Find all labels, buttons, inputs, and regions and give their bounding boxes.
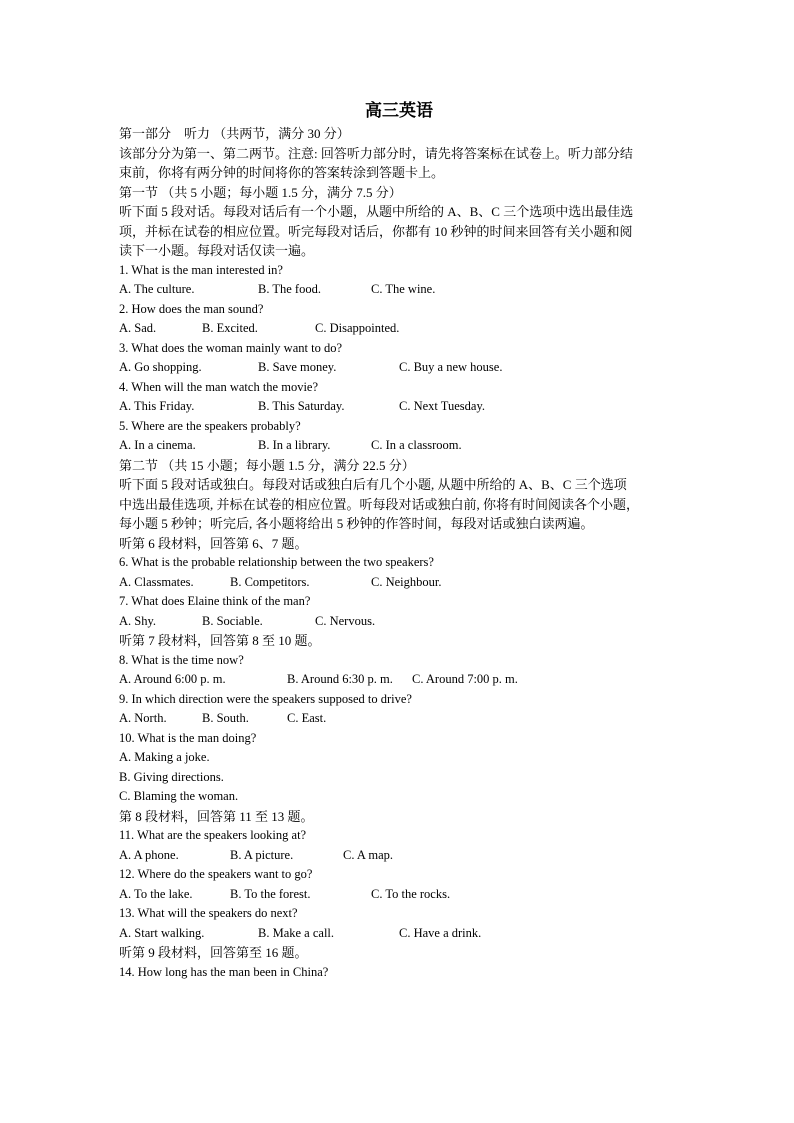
option-b: B. South. (202, 711, 249, 725)
question-7-stem: 7. What does Elaine think of the man? (119, 594, 311, 608)
question-11-options (119, 846, 679, 866)
question-12-stem: 12. Where do the speakers want to go? (119, 867, 313, 881)
section1-intro-line: 读下一小题。每段对话仅读一遍。 (119, 243, 315, 258)
question-2-stem: 2. How does the man sound? (119, 301, 264, 316)
option-a: A. Making a joke. (119, 750, 210, 764)
exam-page (119, 98, 679, 982)
material-7-heading: 听第 7 段材料，回答第 8 至 10 题。 (119, 633, 321, 648)
option-a: A. In a cinema. (119, 438, 196, 452)
option-c: C. Blaming the woman. (119, 789, 239, 803)
option-a: A. This Friday. (119, 399, 195, 413)
option-c: C. A map. (343, 847, 394, 862)
option-a: A. To the lake. (119, 886, 193, 901)
question-4-stem: 4. When will the man watch the movie? (119, 379, 319, 394)
section2-intro-line: 中选出最佳选项, 并标在试卷的相应位置。听每段对话或独白前, 你将有时间阅读各个小题， (119, 496, 640, 512)
option-c: C. East. (287, 711, 327, 725)
option-b: B. Make a call. (258, 925, 335, 940)
question-11-stem: 11. What are the speakers looking at? (119, 828, 307, 842)
option-a: A. Sad. (119, 321, 157, 335)
question-7-options (119, 612, 679, 632)
option-a: A. A phone. (119, 847, 179, 862)
question-8-options (119, 670, 679, 690)
option-c: C. Nervous. (315, 613, 376, 628)
option-b: B. A picture. (230, 847, 294, 862)
section1-heading: 第一节 （共 5 小题；每小题 1.5 分，满分 7.5 分） (119, 184, 402, 200)
material-6-heading: 听第 6 段材料，回答第 6、7 题。 (119, 535, 308, 551)
section1-intro-line: 听下面 5 段对话。每段对话后有一个小题，从题中所给的 A、B、C 三个选项中选出最佳选 (119, 204, 634, 219)
option-b: B. To the forest. (230, 886, 311, 901)
option-c: C. To the rocks. (371, 886, 451, 901)
option-b: B. Competitors. (230, 574, 310, 589)
option-c: C. Neighbour. (371, 574, 442, 589)
question-12-options (119, 885, 679, 905)
question-1-options (119, 280, 679, 300)
option-c: C. Disappointed. (315, 321, 400, 335)
question-5-stem: 5. Where are the speakers probably? (119, 418, 301, 433)
option-a: A. Start walking. (119, 925, 205, 940)
option-c: C. In a classroom. (371, 438, 462, 452)
part1-intro-line: 束前，你将有两分钟的时间将你的答案转涂到答题卡上。 (119, 165, 445, 180)
option-b: B. Around 6:30 p. m. (287, 672, 393, 686)
question-10-stem: 10. What is the man doing? (119, 730, 257, 745)
question-9-stem: 9. In which direction were the speakers supposed to drive? (119, 691, 412, 706)
section2-heading: 第二节 （共 15 小题；每小题 1.5 分，满分 22.5 分） (119, 457, 415, 473)
question-6-stem: 6. What is the probable relationship between the two speakers? (119, 555, 434, 569)
option-b: B. Excited. (202, 321, 258, 335)
question-13-stem: 13. What will the speakers do next? (119, 906, 298, 920)
question-6-options (119, 573, 679, 593)
option-a: A. Shy. (119, 613, 157, 628)
option-c: C. Next Tuesday. (399, 399, 486, 413)
option-a: A. The culture. (119, 282, 195, 296)
material-9-heading: 听第 9 段材料，回答第至 16 题。 (119, 945, 308, 960)
question-1-stem: 1. What is the man interested in? (119, 262, 283, 277)
option-b: B. In a library. (258, 438, 331, 452)
question-3-stem: 3. What does the woman mainly want to do? (119, 340, 342, 355)
option-b: B. The food. (258, 282, 321, 296)
section2-intro-line: 每小题 5 秒钟；听完后, 各小题将给出 5 秒钟的作答时间，每段对话或独白读两遍。 (119, 516, 594, 531)
option-c: C. Have a drink. (399, 925, 482, 940)
question-8-stem: 8. What is the time now? (119, 652, 244, 667)
section1-intro-line: 项，并标在试卷的相应位置。听完每段对话后，你都有 10 秒钟的时间来回答有关小题和阅 (119, 223, 633, 239)
part1-intro-line: 该部分分为第一、第二两节。注意: 回答听力部分时，请先将答案标在试卷上。听力部分结 (119, 145, 633, 161)
option-c: C. The wine. (371, 282, 436, 296)
option-a: A. Around 6:00 p. m. (119, 672, 226, 686)
option-a: A. Classmates. (119, 574, 194, 589)
question-14-stem: 14. How long has the man been in China? (119, 964, 329, 979)
option-b: B. This Saturday. (258, 399, 345, 413)
section2-intro-line: 听下面 5 段对话或独白。每段对话或独白后有几个小题, 从题中所给的 A、B、C 三个选项 (119, 477, 627, 492)
material-8-heading: 第 8 段材料，回答第 11 至 13 题。 (119, 808, 314, 824)
option-b: B. Giving directions. (119, 769, 224, 784)
question-5-options (119, 436, 679, 456)
page-title: 高三英语 (365, 101, 433, 120)
question-3-options (119, 358, 679, 378)
option-b: B. Save money. (258, 360, 337, 374)
option-a: A. Go shopping. (119, 360, 202, 374)
option-c: C. Around 7:00 p. m. (412, 672, 518, 686)
option-b: B. Sociable. (202, 613, 263, 628)
option-a: A. North. (119, 711, 167, 725)
option-c: C. Buy a new house. (399, 360, 503, 374)
question-4-options (119, 397, 679, 417)
question-9-options (119, 709, 679, 729)
question-2-options (119, 319, 679, 339)
part1-heading: 第一部分 听力 （共两节，满分 30 分） (119, 126, 350, 141)
question-13-options (119, 924, 679, 944)
